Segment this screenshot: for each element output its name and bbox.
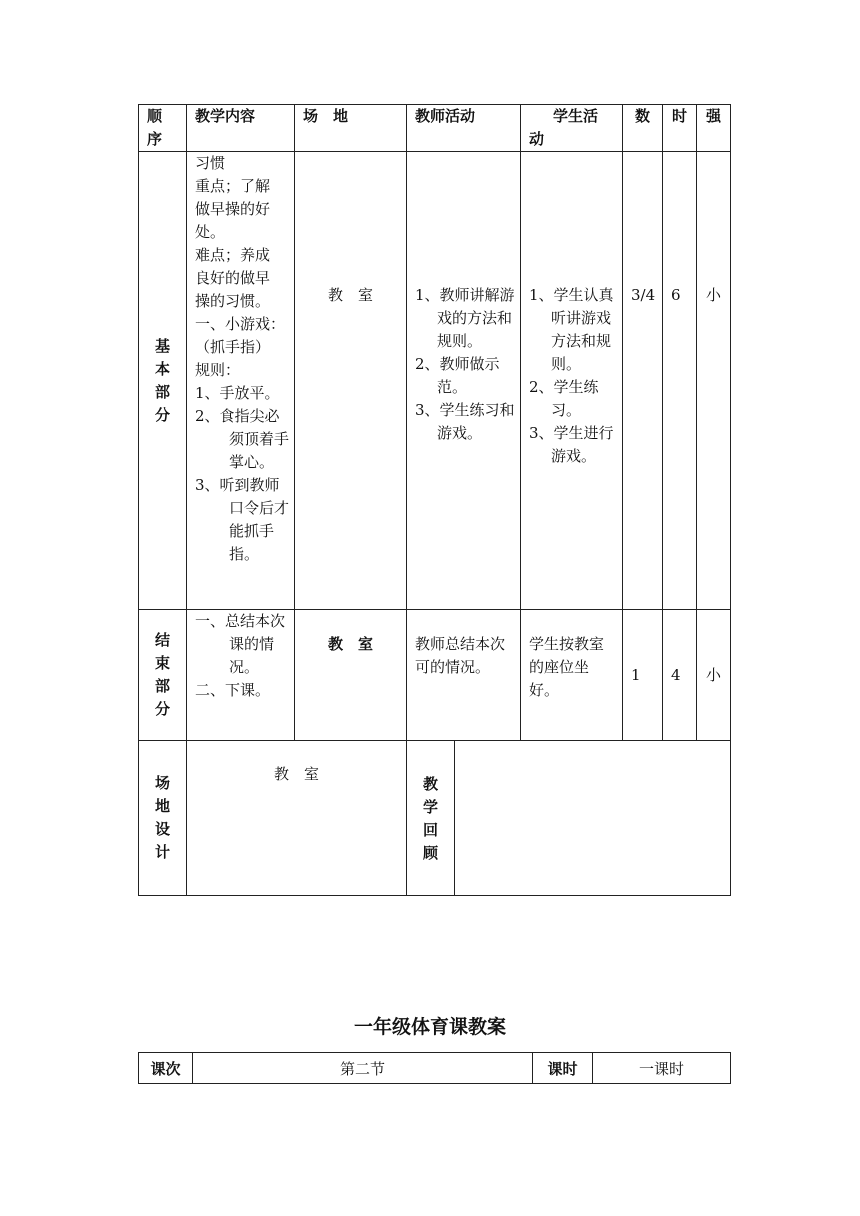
- basic-venue: 教 室: [295, 152, 407, 610]
- basic-count: 3/4: [623, 152, 663, 610]
- closing-item: 一、总结本次课的情况。: [195, 612, 286, 676]
- header-student-line: 动: [529, 130, 545, 148]
- basic-section-row: [139, 152, 731, 610]
- content-line: 操的习惯。: [195, 292, 271, 310]
- content-line: （抓手指）: [195, 338, 271, 356]
- closing-intensity: 小: [697, 610, 731, 741]
- section-char: 本: [154, 359, 170, 378]
- lesson-plan-table: [138, 104, 731, 896]
- header-order-line: 顺: [147, 107, 163, 125]
- basic-section-label: [139, 152, 187, 610]
- review-char: 回: [422, 821, 438, 839]
- closing-item: 二、下课。: [195, 681, 271, 699]
- closing-content-cell: [187, 610, 295, 741]
- section-char: 分: [154, 405, 170, 424]
- closing-count: 1: [623, 610, 663, 741]
- header-teacher-activity: 教师活动: [407, 105, 521, 152]
- review-wrapper: [407, 741, 730, 895]
- header-venue: 场 地: [295, 105, 407, 152]
- session-label: 课次: [139, 1053, 193, 1084]
- header-student-line: 学生活: [553, 107, 599, 125]
- design-char: 设: [154, 820, 170, 838]
- hours-value: 一课时: [593, 1053, 731, 1084]
- content-line: 一、小游戏：: [195, 315, 286, 333]
- lesson-info-table: [138, 1052, 731, 1084]
- teacher-step: 2、教师做示范。: [415, 355, 500, 396]
- header-count: 数: [623, 105, 663, 152]
- closing-teacher-activity: 教师总结本次可的情况。: [407, 610, 521, 741]
- closing-section-row: [139, 610, 731, 741]
- basic-intensity: 小: [697, 152, 731, 610]
- basic-time: 6: [663, 152, 697, 610]
- teaching-review-label: [407, 741, 455, 895]
- lesson-info-row: [139, 1053, 731, 1084]
- basic-student-activity: [521, 152, 623, 610]
- content-line: 做早操的好: [195, 200, 271, 218]
- header-order: [139, 105, 187, 152]
- venue-design-label: [139, 741, 187, 896]
- closing-time: 4: [663, 610, 697, 741]
- header-order-line: 序: [147, 130, 163, 148]
- session-value: 第二节: [193, 1053, 533, 1084]
- header-intensity: 强: [697, 105, 731, 152]
- table-header-row: [139, 105, 731, 152]
- content-line: 处。: [195, 223, 226, 241]
- section-char: 部: [154, 677, 170, 695]
- section-char: 部: [154, 382, 170, 401]
- basic-content-cell: [187, 152, 295, 610]
- section-char: 结: [154, 631, 170, 649]
- rule-item: 3、听到教师口令后才 能抓手指。: [195, 476, 290, 563]
- review-char: 学: [422, 798, 438, 816]
- header-student-activity: [521, 105, 623, 152]
- content-line: 习惯: [195, 154, 226, 172]
- rule-item: 2、食指尖必须顶着手掌心。: [195, 407, 290, 471]
- design-char: 计: [154, 843, 170, 861]
- section-char: 基: [154, 336, 170, 355]
- hours-label: 课时: [533, 1053, 593, 1084]
- teaching-review-value: [455, 741, 730, 895]
- teacher-step: 1、教师讲解游戏的方法和规则。: [415, 286, 515, 350]
- review-char: 教: [422, 775, 438, 793]
- content-line: 重点；了解: [195, 177, 271, 195]
- basic-teacher-activity: [407, 152, 521, 610]
- review-char: 顾: [422, 844, 438, 862]
- venue-design-value: 教 室: [187, 741, 407, 896]
- header-content: 教学内容: [187, 105, 295, 152]
- content-line: 难点；养成: [195, 246, 271, 264]
- content-line: 良好的做早: [195, 269, 271, 287]
- section-char: 束: [154, 654, 170, 672]
- student-step: 1、学生认真听讲游戏方法和规则。: [529, 286, 614, 373]
- design-row: [139, 741, 731, 896]
- student-step: 3、学生进行游戏。: [529, 424, 614, 465]
- review-cell: [407, 741, 731, 896]
- design-char: 场: [154, 774, 170, 792]
- design-char: 地: [154, 797, 170, 815]
- content-line: 规则：: [195, 361, 241, 379]
- student-step: 2、学生练习。: [529, 378, 599, 419]
- closing-venue: 教 室: [295, 610, 407, 741]
- rule-item: 1、手放平。: [195, 384, 280, 402]
- section-char: 分: [154, 700, 170, 718]
- closing-student-activity: 学生按教室的座位坐好。: [521, 610, 623, 741]
- teacher-step: 3、学生练习和游戏。: [415, 401, 515, 442]
- header-time: 时: [663, 105, 697, 152]
- lesson-plan-title: 一年级体育课教案: [353, 1016, 506, 1038]
- closing-section-label: [139, 610, 187, 741]
